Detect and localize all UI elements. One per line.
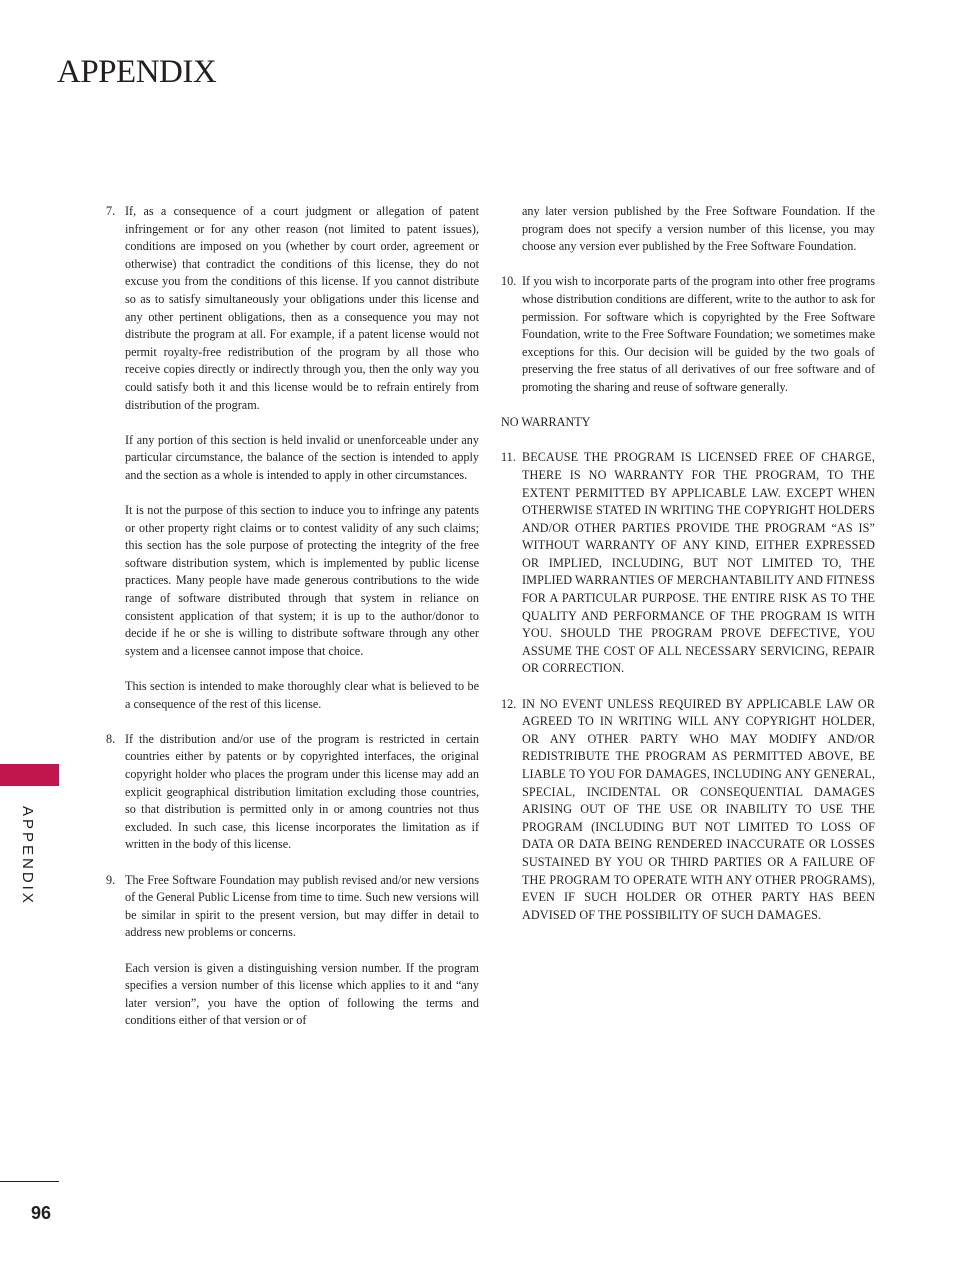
section-side-label: APPENDIX (19, 806, 36, 906)
item-number: 12. (501, 696, 517, 711)
item-number: 11. (501, 450, 516, 465)
paragraph: If you wish to incorporate parts of the program into other free programs whose distribution conditions are different, write to the author to ask for permission. For software which is copyrighted by the Free Software Foundation, write to the Free Software Foundation; we sometimes make exceptions for this. Our decision will be guided by the two goals of preserving the free status of all derivatives of our free software and of promoting the sharing and reuse of software generally. (522, 274, 875, 394)
license-item-10 (501, 273, 875, 396)
left-column (104, 203, 479, 1048)
license-item-9 (104, 872, 479, 1030)
license-item-11 (501, 449, 875, 678)
paragraph: The Free Software Foundation may publish revised and/or new versions of the General Public License from time to time. Such new versions will be similar in spirit to the present version, but may differ in detail to address new problems or concerns. (125, 872, 479, 940)
paragraph: any later version published by the Free Software Foundation. If the program does not specify a version number of this license, you may choose any version ever published by the Free Software Foundation. (522, 204, 875, 254)
page-number: 96 (31, 1203, 52, 1223)
right-column (501, 203, 875, 942)
section-tab-marker (0, 764, 59, 786)
paragraph: It is not the purpose of this section to induce you to infringe any patents or other property right claims or to contest validity of any such claims; this section has the sole purpose of protecting the integrity of the free software distribution system, which is implemented by public license practices. Many people have made generous contributions to the wide range of software distributed through that system in reliance on consistent application of that system; it is up to the author/donor to decide if he or she is willing to distribute software through any other system and a licensee cannot impose that choice. (125, 503, 479, 658)
license-item-8 (104, 731, 479, 854)
license-item-9-continued (501, 203, 875, 256)
paragraph: Each version is given a distinguishing version number. If the program specifies a version number of this license which applies to it and “any later version”, you have the option of following the terms and conditions either of that version or of (125, 960, 479, 1028)
item-number: 8. (106, 731, 116, 746)
item-number: 9. (106, 872, 116, 887)
page-title: APPENDIX (57, 54, 217, 90)
paragraph: If the distribution and/or use of the program is restricted in certain countries either by patents or by copyrighted interfaces, the original copyright holder who places the program under this license may add an explicit geographical distribution limitation excluding those countries, so that distribution is permitted only in or among countries not thus excluded. In such case, this license incorporates the limitation as if written in the body of this license. (125, 731, 479, 852)
license-item-7 (104, 203, 479, 713)
footer-divider (0, 1181, 59, 1182)
paragraph: IN NO EVENT UNLESS REQUIRED BY APPLICABLE LAW OR AGREED TO IN WRITING WILL ANY COPYRIGHT HOLDER, OR ANY OTHER PARTY WHO MAY MODIFY AND/OR REDISTRIBUTE THE PROGRAM AS PERMITTED ABOVE, BE LIABLE TO YOU FOR DAMAGES, INCLUDING ANY GENERAL, SPECIAL, INCIDENTAL OR CONSEQUENTIAL DAMAGES ARISING OUT OF THE USE OR INABILITY TO USE THE PROGRAM (INCLUDING BUT NOT LIMITED TO LOSS OF DATA OR DATA BEING RENDERED INACCURATE OR LOSSES SUSTAINED BY YOU OR THIRD PARTIES OR A FAILURE OF THE PROGRAM TO OPERATE WITH ANY OTHER PROGRAMS), EVEN IF SUCH HOLDER OR OTHER PARTY HAS BEEN ADVISED OF THE POSSIBILITY OF SUCH DAMAGES. (522, 696, 875, 922)
item-number: 7. (106, 204, 116, 218)
item-number: 10. (501, 274, 517, 289)
license-item-12 (501, 696, 875, 925)
paragraph: If, as a consequence of a court judgment or allegation of patent infringement or for any other reason (not limited to patent issues), conditions are imposed on you (whether by court order, agreement or otherwise) that contradict the conditions of this license, they do not excuse you from the conditions of this license. If you cannot distribute so as to satisfy simultaneously your obligations under this license and any other pertinent obligations, then as a consequence you may not distribute the program at all. For example, if a patent license would not permit royalty-free redistribution of the program by all those who receive copies directly or indirectly through you, then the only way you could satisfy both it and this license would be to refrain entirely from distribution of the program. (125, 204, 479, 412)
paragraph: This section is intended to make thoroughly clear what is believed to be a consequence of the rest of this license. (125, 679, 479, 711)
paragraph: If any portion of this section is held invalid or unenforceable under any particular circumstance, the balance of the section is intended to apply and the section as a whole is intended to apply in other circumstances. (125, 432, 479, 482)
no-warranty-heading: NO WARRANTY (501, 415, 591, 430)
paragraph: BECAUSE THE PROGRAM IS LICENSED FREE OF CHARGE, THERE IS NO WARRANTY FOR THE PROGRAM, TO THE EXTENT PERMITTED BY APPLICABLE LAW. EXCEPT WHEN OTHERWISE STATED IN WRITING THE COPYRIGHT HOLDERS AND/OR OTHER PARTIES PROVIDE THE PROGRAM “AS IS” WITHOUT WARRANTY OF ANY KIND, EITHER EXPRESSED OR IMPLIED, INCLUDING, BUT NOT LIMITED TO, THE IMPLIED WARRANTIES OF MERCHANTABILITY AND FITNESS FOR A PARTICULAR PURPOSE. THE ENTIRE RISK AS TO THE QUALITY AND PERFORMANCE OF THE PROGRAM IS WITH YOU. SHOULD THE PROGRAM PROVE DEFECTIVE, YOU ASSUME THE COST OF ALL NECESSARY SERVICING, REPAIR OR CORRECTION. (522, 450, 875, 676)
